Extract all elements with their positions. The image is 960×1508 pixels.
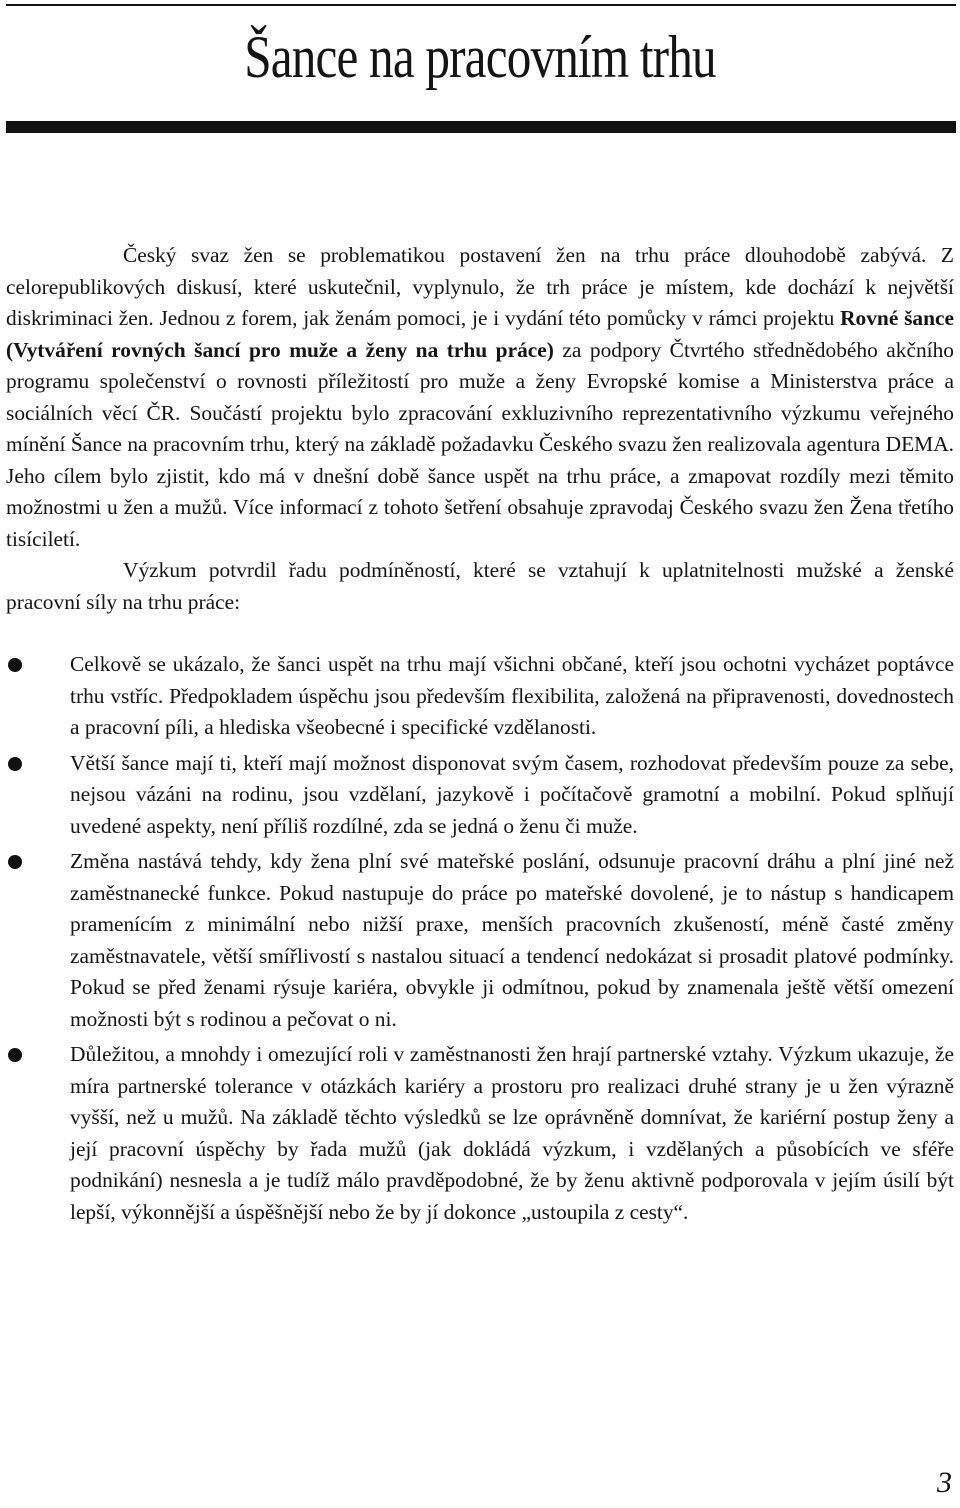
intro-paragraph: [6, 240, 954, 555]
project-name: Rovné šance (Vytváření rovných šancí pro muže a ženy na trhu práce): [6, 306, 954, 362]
list-item-text: Změna nastává tehdy, kdy žena plní své mateřské poslání, odsunuje pracovní dráhu a plní jiné než zaměstnanecké funkce. Pokud nastupuje do práce po mateřské dovolené, je to nástup s handicapem pramenícím z minimální nebo nižší praxe, menších pracovních zkušeností, méně časté změny zaměstnavatele, větší smířlivostí s nastalou situací a tendencí nedokázat si prosadit platové podmínky. Pokud se před ženami rýsuje kariéra, obvykle ji odmítnou, pokud by znamenala ještě větší omezení možnosti být s rodinou a pečovat o ni.: [70, 849, 954, 1031]
article-body: [6, 240, 954, 1232]
intro-text-end: za podpory Čtvrtého střednědobého akčního programu společenství o rovnosti příležitostí pro muže a ženy Evropské komise a Ministerstva práce a sociálních věcí ČR. Součástí projektu bylo zpracování exkluzivního reprezentativního výzkumu veřejného mínění Šance na pracovním trhu, který na základě požadavku Českého svazu žen realizovala agentura DEMA. Jeho cílem bylo zjistit, kdo má v dnešní době šance uspět na trhu práce, a zmapovat rozdíly mezi těmito možnostmi u žen a mužů. Více informací z tohoto šetření obsahuje zpravodaj Českého svazu žen Žena třetího tisíciletí.: [6, 337, 954, 551]
list-item-text: Celkově se ukázalo, že šanci uspět na trhu mají všichni občané, kteří jsou ochotni vycházet poptávce trhu vstříc. Předpokladem úspěchu jsou především flexibilita, založená na připravenosti, dovednostech a pracovní píli, a hlediska všeobecné i specifické vzdělanosti.: [70, 652, 954, 739]
research-paragraph: Výzkum potvrdil řadu podmíněností, které se vztahují k uplatnitelnosti mužské a ženské pracovní síly na trhu práce:: [6, 558, 954, 614]
page-title: Šance na pracovním trhu: [244, 24, 716, 90]
list-item: [6, 649, 954, 744]
list-item-text: Důležitou, a mnohdy i omezující roli v zaměstnanosti žen hrají partnerské vztahy. Výzkum ukazuje, že míra partnerské tolerance v otázkách kariéry a prostoru pro realizaci druhé strany je u žen výrazně vyšší, než u mužů. Na základě těchto výsledků se lze oprávněně domnívat, že kariérní postup ženy a její pracovní úspěchy by řada mužů (jak dokládá výzkum, i vzdělaných a působících ve sféře podnikání) nesnesla a je tudíž málo pravděpodobné, že by ženu aktivně podporovala v jejím úsilí být lepší, výkonnější a úspěšnější nebo že by jí dokonce „ustoupila z cesty“.: [70, 1042, 954, 1224]
findings-list: [6, 649, 954, 1228]
list-item-text: Větší šance mají ti, kteří mají možnost disponovat svým časem, rozhodovat především pouze za sebe, nejsou vázáni na rodinu, jsou vzdělaní, jazykově i počítačově gramotní a mobilní. Pokud splňují uvedené aspekty, není příliš rozdílné, zda se jedná o ženu či muže.: [70, 750, 954, 838]
list-item: [6, 846, 954, 1035]
list-item: [6, 1039, 954, 1228]
bullet-icon: [8, 855, 22, 869]
title-underline-bar: [6, 121, 956, 133]
list-item: [6, 748, 954, 843]
top-rule: [6, 4, 956, 6]
intro-text-start: Český svaz žen se problematikou postavení žen na trhu práce dlouhodobě zabývá. Z celorepublikových diskusí, které uskutečnil, vyplynulo, že trh práce je místem, kde dochází k největší diskriminaci žen. Jednou z forem, jak ženám pomoci, je i vydání této pomůcky v rámci projektu: [6, 243, 954, 330]
bullet-icon: [8, 757, 22, 771]
bullet-icon: [8, 1048, 22, 1062]
page-number: 3: [937, 1466, 952, 1499]
bullet-icon: [8, 658, 22, 672]
